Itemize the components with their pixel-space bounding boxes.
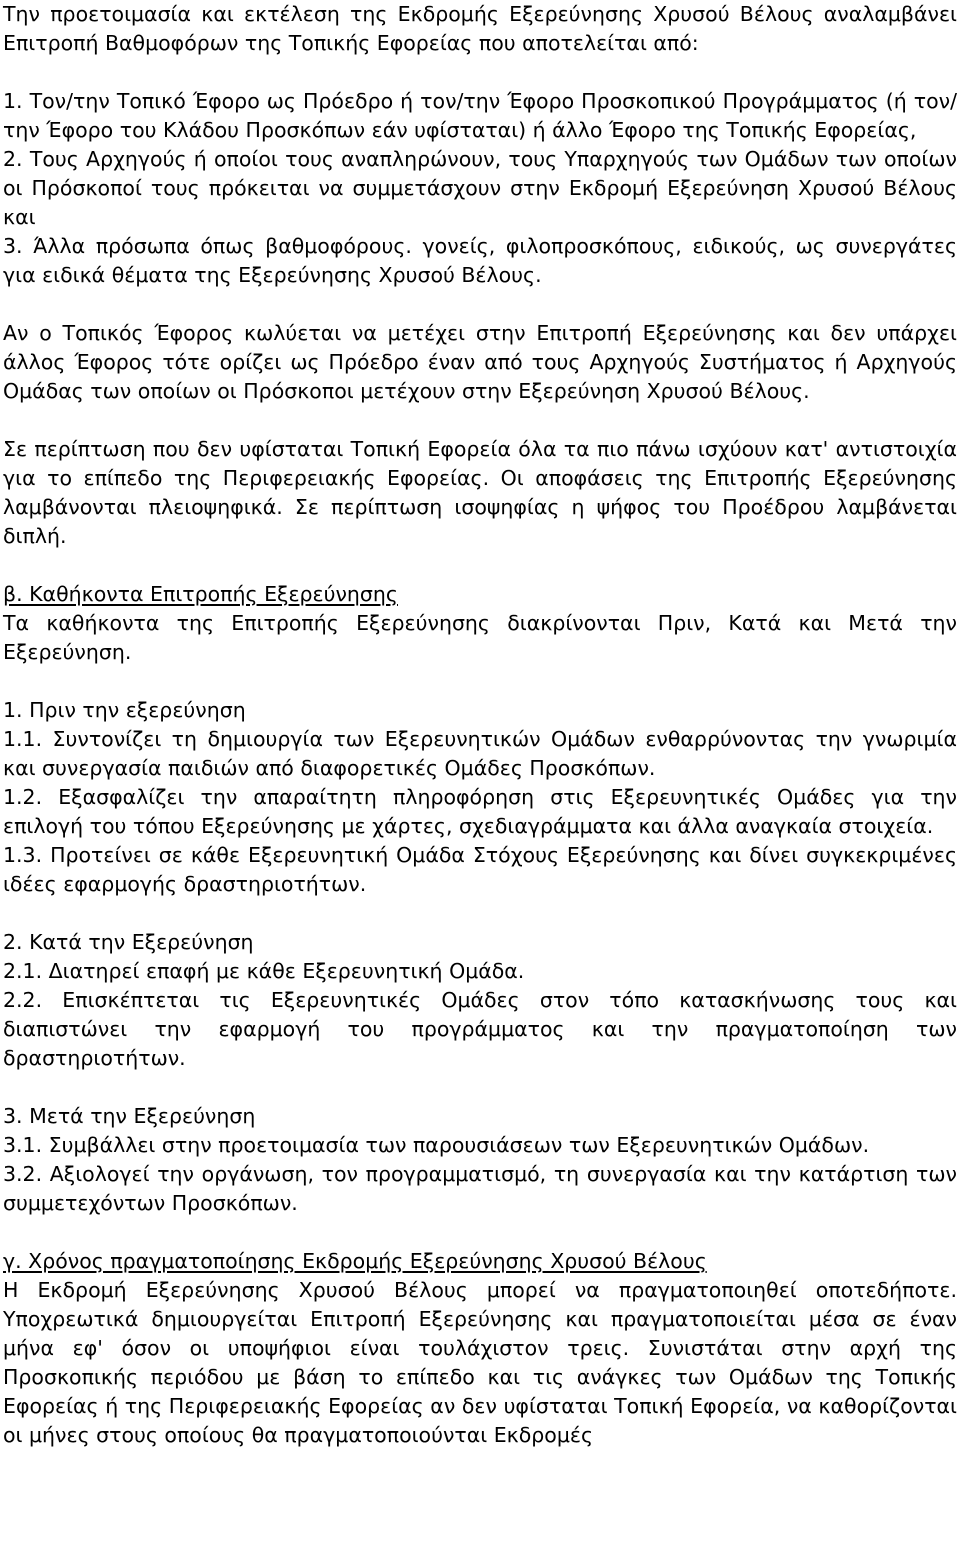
spacer [3,58,957,87]
during-item-2: 2.2. Επισκέπτεται τις Εξερευνητικές Ομάδες στον τόπο κατασκήνωσης τους και διαπιστώνει την εφαρμογή του προγράμματος και την πραγματοποίηση των δραστηριοτήτων. [3,988,957,1070]
section-c-heading-line [3,1247,957,1276]
during-item-1: 2.1. Διατηρεί επαφή με κάθε Εξερευνητική Ομάδα. [3,959,525,983]
after-item-2: 3.2. Αξιολογεί την οργάνωση, τον προγραμματισμό, τη συνεργασία και την κατάρτιση των συμμετεχόντων Προσκόπων. [3,1162,957,1215]
spacer [3,899,957,928]
during-title: 2. Κατά την Εξερεύνηση [3,930,254,954]
spacer [3,551,957,580]
section-b-heading: β. Καθήκοντα Επιτροπής Εξερεύνησης [3,582,398,606]
section-b-intro: Τα καθήκοντα της Επιτροπής Εξερεύνησης διακρίνονται Πριν, Κατά και Μετά την Εξερεύνηση. [3,611,957,664]
spacer [3,406,957,435]
before-item-2: 1.2. Εξασφαλίζει την απαραίτητη πληροφόρηση στις Εξερευνητικές Ομάδες για την επιλογή του τόπου Εξερεύνησης με χάρτες, σχεδιαγράμματα και άλλα αναγκαία στοιχεία. [3,785,957,838]
spacer [3,1218,957,1247]
section-c-heading: γ. Χρόνος πραγματοποίησης Εκδρομής Εξερεύνησης Χρυσού Βέλους [3,1249,707,1273]
spacer [3,667,957,696]
regional-paragraph: Σε περίπτωση που δεν υφίσταται Τοπική Εφορεία όλα τα πιο πάνω ισχύουν κατ' αντιστοιχία για το επίπεδο της Περιφερειακής Εφορείας. Οι αποφάσεις της Επιτροπής Εξερεύνησης λαμβάνονται πλειοψηφικά. Σε περίπτωση ισοψηφίας η ψήφος του Προέδρου λαμβάνεται διπλή. [3,437,957,548]
spacer [3,1073,957,1102]
before-item-3: 1.3. Προτείνει σε κάθε Εξερευνητική Ομάδα Στόχους Εξερεύνησης και δίνει συγκεκριμένες ιδέες εφαρμογής δραστηριοτήτων. [3,843,957,896]
before-item-1: 1.1. Συντονίζει τη δημιουργία των Εξερευνητικών Ομάδων ενθαρρύνοντας την γνωριμία και συνεργασία παιδιών από διαφορετικές Ομάδες Προσκόπων. [3,727,957,780]
member-item-2: 2. Τους Αρχηγούς ή οποίοι τους αναπληρώνουν, τους Υπαρχηγούς των Ομάδων των οποίων οι Πρόσκοποί τους πρόκειται να συμμετάσχουν στην Εκδρομή Εξερεύνηση Χρυσού Βέλους και [3,147,957,229]
member-item-3: 3. Άλλα πρόσωπα όπως βαθμοφόρους. γονείς, φιλοπροσκόπους, ειδικούς, ως συνεργάτες για ειδικά θέματα της Εξερεύνησης Χρυσού Βέλους. [3,234,957,287]
spacer [3,290,957,319]
member-item-1: 1. Τον/την Τοπικό Έφορο ως Πρόεδρο ή τον/την Έφορο Προσκοπικού Προγράμματος (ή τον/την Έφορο του Κλάδου Προσκόπων εάν υφίσταται) ή άλλο Έφορο της Τοπικής Εφορείας, [3,89,957,142]
section-b-heading-line [3,580,957,609]
section-c-body: Η Εκδρομή Εξερεύνησης Χρυσού Βέλους μπορεί να πραγματοποιηθεί οποτεδήποτε. Υποχρεωτικά δημιουργείται Επιτροπή Εξερεύνησης και πραγματοποιείται μέσα σε έναν μήνα εφ' όσον οι υποψήφιοι είναι τουλάχιστον τρεις. Συνιστάται στην αρχή της Προσκοπικής περιόδου με βάση το επίπεδο και τις ανάγκες των Ομάδων της Τοπικής Εφορείας ή της Περιφερειακής Εφορείας αν δεν υφίσταται Τοπική Εφορεία, να καθορίζονται οι μήνες στους οποίους θα πραγματοποιούνται Εκδρομές [3,1278,957,1447]
absence-paragraph: Αν ο Τοπικός Έφορος κωλύεται να μετέχει στην Επιτροπή Εξερεύνησης και δεν υπάρχει άλλος Έφορος τότε ορίζει ως Πρόεδρο έναν από τους Αρχηγούς Συστήματος ή Αρχηγούς Ομάδας των οποίων οι Πρόσκοποι μετέχουν στην Εξερεύνηση Χρυσού Βέλους. [3,321,957,403]
before-title: 1. Πριν την εξερεύνηση [3,698,246,722]
after-title: 3. Μετά την Εξερεύνηση [3,1104,256,1128]
after-item-1: 3.1. Συμβάλλει στην προετοιμασία των παρουσιάσεων των Εξερευνητικών Ομάδων. [3,1133,870,1157]
intro-paragraph: Την προετοιμασία και εκτέλεση της Εκδρομής Εξερεύνησης Χρυσού Βέλους αναλαμβάνει Επιτροπή Βαθμοφόρων της Τοπικής Εφορείας που αποτελείται από: [3,2,957,55]
